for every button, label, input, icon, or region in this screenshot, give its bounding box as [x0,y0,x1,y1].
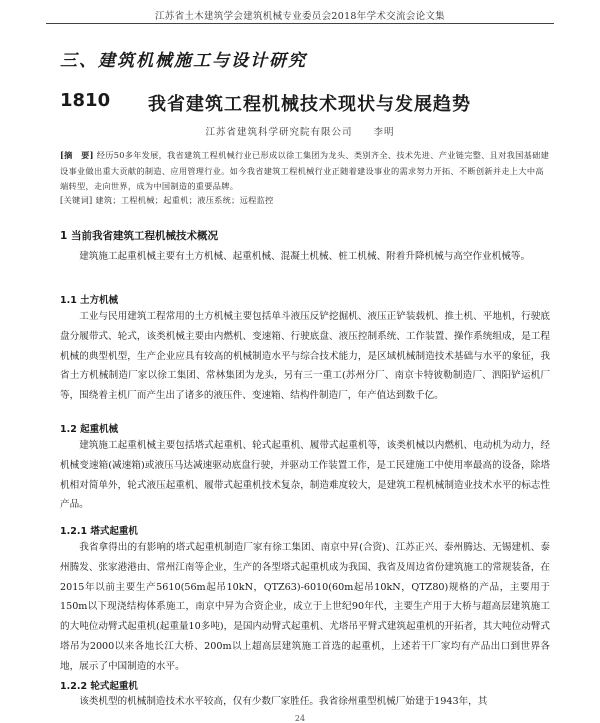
abstract-label: [摘 要] [60,150,94,160]
heading-1-2: 1.2 起重机械 [60,424,119,435]
section-heading: 三、建筑机械施工与设计研究 [60,51,307,71]
abstract-text: 经历50多年发展，我省建筑工程机械行业已形成以徐工集团为龙头、类别齐全、技术先进、产业链完整、且对我国基础建设事业做出重大贡献的制造、应用管理行业。如今我省建筑工程机械行业正随着建设事业的需求努力开拓、不断创新并走上大中高端转型，走向世界，成为中国制造的重要品牌。 [60,150,550,191]
paragraph-tower-crane: 我省拿得出的有影响的塔式起重机制造厂家有徐工集团、南京中昇(合资)、江苏正兴、泰州腾达、无锡建机、泰州腾发、张家港港由、常州江南等企业，生产的各型塔式起重机成为我国、我省及周边省份建筑施工的常规装备，在2015年以前主要生产5610(56m起吊10kN，QTZ63)-6010(60m起吊10kN，QTZ80)规格的产品，主要用于150m以下现浇结构体系施工，南京中昇为合资企业，成立于上世纪90年代，主要生产用于大桥与超高层建筑施工的大吨位动臂式起重机(起重量10多吨)，是国内动臂式起重机、尤塔吊平臂式建筑起重机的开拓者，其大吨位动臂式塔吊为2000以来各地长江大桥、200m以上超高层建筑施工首选的起重机，上述若干厂家均有产品出口到世界各地，展示了中国制造的水平。 [60,542,550,672]
abstract-block [60,148,550,195]
paragraph-wheel-crane: 该类机型的机械制造技术水平较高，仅有少数厂家胜任。我省徐州重型机械厂始建于1943年，其 [79,696,488,707]
page-number: 24 [294,714,306,723]
heading-1: 1 当前我省建筑工程机械技术概况 [60,230,218,242]
heading-1-2-2: 1.2.2 轮式起重机 [60,681,138,692]
author-line: 江苏省建筑科学研究院有限公司 李明 [205,127,395,138]
running-header: 江苏省土木建筑学会建筑机械专业委员会2018年学术交流会论文集 [155,11,445,22]
paragraph-earthwork: 工业与民用建筑工程常用的土方机械主要包括单斗液压反铲挖掘机、液压正铲装载机、推土机、平地机，行驶底盘分履带式、轮式，该类机械主要由内燃机、变速箱、行驶底盘、液压控制系统、工作装置、操作系统组成，是工程机械的典型机型，生产企业应具有较高的机械制造水平与综合技术能力，是区域机械制造技术基础与水平的象征，我省土方机械制造厂家以徐工集团、常林集团为龙头，另有三一重工(苏州分厂、南京卡特彼勒制造厂、泗阳铲运机厂等，围绕着主机厂而产生出了诸多的液压件、变速箱、结构件制造厂，年产值达到数千亿。 [60,311,550,402]
keywords-text: 建筑；工程机械；起重机；液压系统；远程监控 [95,195,274,205]
keywords-block [60,195,550,206]
keywords-label: [关键词] [60,195,93,205]
paragraph-intro: 建筑施工起重机械主要有土方机械、起重机械、混凝土机械、桩工机械、附着升降机械与高空作业机械等。 [79,251,531,262]
header-rule [46,23,554,24]
paper-title-row [60,90,560,120]
heading-1-2-1: 1.2.1 塔式起重机 [60,526,138,537]
paper-number: 1810 [60,90,111,111]
heading-1-1: 1.1 土方机械 [60,295,119,306]
paper-title: 我省建筑工程机械技术现状与发展趋势 [148,94,471,115]
paragraph-crane: 建筑施工起重机械主要包括塔式起重机、轮式起重机、履带式起重机等，该类机械以内燃机、电动机为动力，经机械变速箱(减速箱)或液压马达减速驱动底盘行驶，并驱动工作装置工作，是工民建施工中使用率最高的设备，除塔机相对简单外，轮式液压起重机、履带式起重机技术复杂，制造难度较大，是建筑工程机械制造业技术水平的标志性产品。 [60,440,550,511]
